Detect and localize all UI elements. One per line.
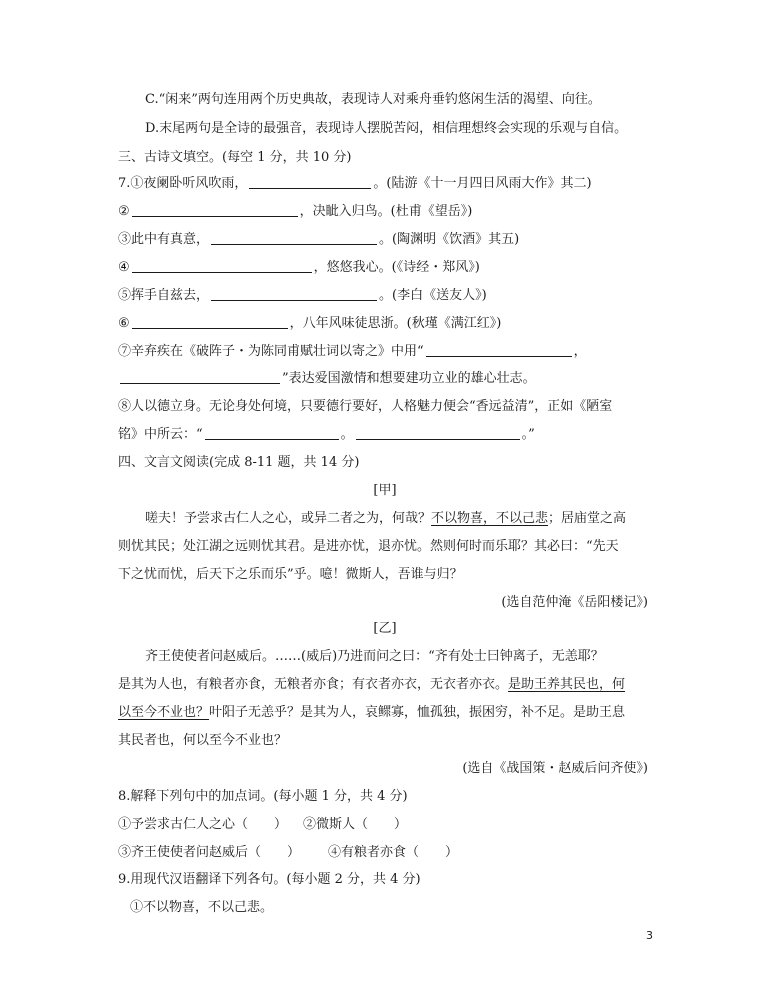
passage-jia-source: (选自范仲淹《岳阳楼记》) (501, 595, 648, 610)
fill-blank[interactable] (426, 343, 572, 357)
passage-yi-line: 齐王使使者问赵威后。……(威后)乃进而问之曰：“齐有处士曰钟离子，无恙耶？ (145, 649, 604, 664)
fill-blank[interactable] (211, 287, 377, 301)
passage-jia-line: 嗟夫！予尝求古仁人之心，或异二者之为，何哉？不以物喜，不以己悲；居庙堂之高 (145, 511, 627, 526)
q7-item-2: ② ，决眦入归鸟。(杜甫《望岳》) (118, 204, 473, 219)
passage-yi-line: 以至今不业也？叶阳子无恙乎？是其为人，哀鳏寡，恤孤独，振困穷，补不足。是助王息 (118, 705, 626, 720)
passage-yi-line: 其民者也，何以至今不业也？ (118, 733, 288, 748)
q7-item-1: 7.①夜阑卧听风吹雨， 。(陆游《十一月四日风雨大作》其二) (118, 176, 592, 191)
q8-row-1 (118, 816, 658, 834)
section3-heading: 三、古诗文填空。(每空 1 分，共 10 分) (118, 150, 352, 165)
q8-item-2: ②微斯人（ ） (303, 817, 408, 832)
q7-item-4: ④ ，悠悠我心。(《诗经・郑风》) (118, 260, 480, 275)
section4-heading: 四、文言文阅读(完成 8-11 题，共 14 分) (118, 455, 360, 470)
fill-blank[interactable] (211, 231, 377, 245)
fill-blank[interactable] (132, 259, 312, 273)
passage-jia-line: 则忧其民；处江湖之远则忧其君。是进亦忧，退亦忧。然则何时而乐耶？其必曰：“先天 (118, 539, 619, 554)
passage-jia-line: 下之忧而忧，后天下之乐而乐”乎。噫！微斯人，吾谁与归？ (118, 567, 463, 582)
underlined-sentence: 以至今不业也？ (118, 705, 210, 720)
q7-item-7-cont: ”表达爱国激情和想要建功立业的雄心壮志。 (118, 370, 658, 388)
q9-heading: 9.用现代汉语翻译下列各句。(每小题 2 分，共 4 分) (118, 872, 421, 887)
q9-item-1: ①不以物喜，不以己悲。 (130, 900, 274, 915)
fill-blank[interactable] (120, 370, 280, 384)
passage-yi-source: (选自《战国策・赵威后问齐使》) (462, 761, 648, 776)
passage-yi-line: 是其为人也，有粮者亦食，无粮者亦食；有衣者亦衣，无衣者亦衣。是助王养其民也，何 (118, 677, 626, 692)
q7-item-6: ⑥ ，八年风味徒思浙。(秋瑾《满江红》) (118, 316, 502, 331)
q8-item-3: ③齐王使使者问赵威后（ ） (118, 845, 301, 860)
passage-yi-title: [乙] (373, 621, 397, 636)
q8-heading: 8.解释下列句中的加点词。(每小题 1 分，共 4 分) (118, 789, 408, 804)
fill-blank[interactable] (132, 315, 288, 329)
option-d: D.末尾两句是全诗的最强音，表现诗人摆脱苦闷，相信理想终会实现的乐观与自信。 (145, 121, 628, 136)
q7-item-8-cont: 铭》中所云：“ 。 。” (118, 427, 535, 442)
fill-blank[interactable] (356, 426, 520, 440)
underlined-sentence: 不以物喜，不以己悲 (431, 511, 549, 526)
q8-row-2 (118, 844, 658, 862)
q7-item-5: ⑤挥手自兹去， 。(李白《送友人》) (118, 288, 487, 303)
q7-item-3: ③此中有真意， 。(陶渊明《饮酒》其五) (118, 232, 520, 247)
fill-blank[interactable] (132, 203, 298, 217)
q8-item-1: ①予尝求古仁人之心（ ） (118, 817, 288, 832)
underlined-sentence: 是助王养其民也，何 (508, 677, 626, 692)
page-number: 3 (646, 929, 653, 942)
option-c: C.“闲来”两句连用两个历史典故，表现诗人对乘舟垂钓悠闲生活的渴望、向往。 (145, 92, 601, 107)
q7-item-7: ⑦辛弃疾在《破阵子・为陈同甫赋壮词以寄之》中用“ ， (118, 344, 587, 359)
passage-jia-title: [甲] (373, 483, 397, 498)
q7-item-8: ⑧人以德立身。无论身处何境，只要德行要好，人格魅力便会“香远益清”，正如《陋室 (118, 399, 613, 414)
fill-blank[interactable] (249, 175, 371, 189)
fill-blank[interactable] (205, 426, 339, 440)
q8-item-4: ④有粮者亦食（ ） (328, 845, 459, 860)
